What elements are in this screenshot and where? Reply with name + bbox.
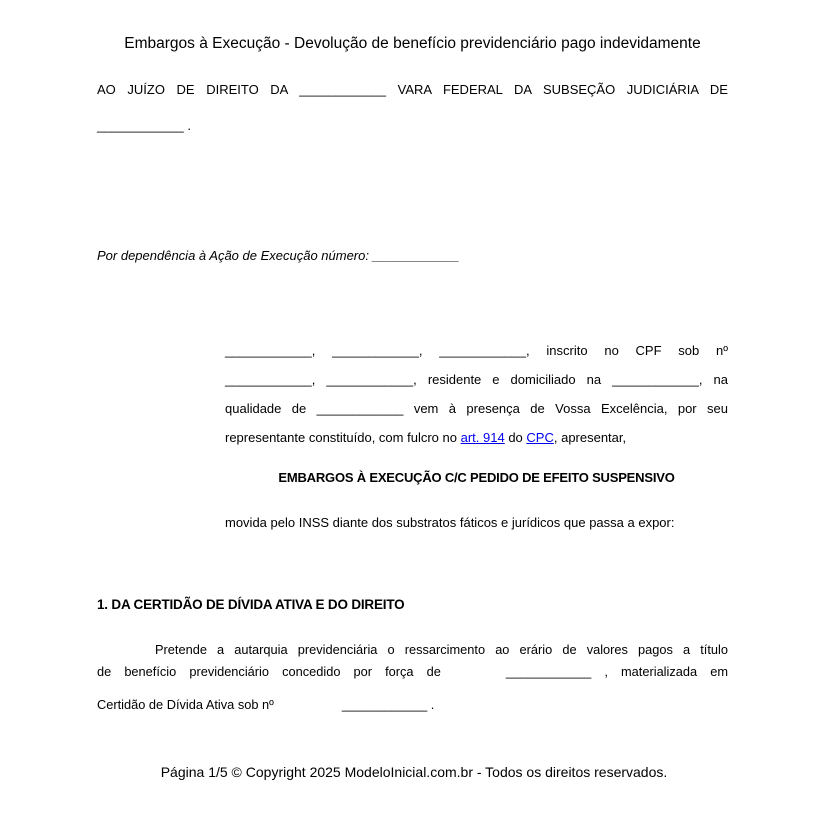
section-1-text-period: . [430,697,435,712]
section-1-text-materializada: , materializada em [604,664,728,679]
dependency-label: Por dependência à Ação de Execução número: [97,248,369,263]
section-1-paragraph [97,639,728,683]
blank-field-endereco[interactable]: ____________ [612,372,699,387]
qualification-line-3 [225,394,728,423]
section-1-line-3 [97,695,728,715]
blank-field-estado-civil[interactable]: ____________ [439,343,527,358]
section-1-heading: 1. DA CERTIDÃO DE DÍVIDA ATIVA E DO DIREITO [97,597,405,612]
blank-field-cda-numero[interactable]: ____________ [341,697,428,712]
text-fragment: , [311,343,316,358]
blank-field-nacionalidade[interactable]: ____________ [332,343,419,358]
qualification-paragraph [225,336,728,452]
text-fragment: , [526,343,530,358]
blank-field-rg[interactable]: ____________ [326,372,414,387]
blank-field-cpf[interactable]: ____________ [225,372,312,387]
qualification-text-qualidade: qualidade de [225,401,307,416]
qualification-text-presenca: vem à presença de Vossa Excelência, por seu [413,401,728,416]
addressee-period: . [187,118,192,133]
document-title: Embargos à Execução - Devolução de benefício previdenciário pago indevidamente [124,35,701,52]
qualification-text-do: do [508,430,523,445]
text-fragment: , [698,372,703,387]
addressee-paragraph [97,72,728,144]
addressee-line-1 [97,72,728,108]
addressee-line-2 [97,108,728,144]
qualification-text-cpf: inscrito no CPF sob nº [546,343,728,358]
addressee-text-2: VARA FEDERAL DA SUBSEÇÃO JUDICIÁRIA DE [397,82,728,97]
blank-field-nome[interactable]: ____________ [225,343,312,358]
qualification-line-1 [225,336,728,365]
qualification-line-2 [225,365,728,394]
section-1-text-forca: de benefício previdenciário concedido por força de [97,664,441,679]
section-1-line-2 [97,661,728,683]
qualification-text-residente: residente e domiciliado na [427,372,602,387]
text-fragment: , [311,372,316,387]
link-art-914[interactable]: art. 914 [460,430,505,445]
blank-field-beneficio[interactable]: ____________ [505,664,592,679]
movida-line: movida pelo INSS diante dos substratos fáticos e jurídicos que passa a expor: [225,515,675,530]
link-cpc[interactable]: CPC [526,430,554,445]
blank-field-acao-numero[interactable]: ____________ [372,248,460,263]
section-1-line-1: Pretende a autarquia previdenciária o ressarcimento ao erário de valores pagos a título [155,642,728,657]
text-fragment: , [418,343,423,358]
qualification-text-fulcro: representante constituído, com fulcro no [225,430,457,445]
dependency-line [97,246,728,266]
section-1-text-certidao: Certidão de Dívida Ativa sob nº [97,697,274,712]
qualification-text-apresentar: , apresentar, [553,430,627,445]
text-fragment: , [413,372,417,387]
blank-field-comarca[interactable]: ____________ [97,118,184,133]
qualification-line-4 [225,423,728,452]
blank-field-vara[interactable]: ____________ [299,82,387,97]
embargos-heading: EMBARGOS À EXECUÇÃO C/C PEDIDO DE EFEITO SUSPENSIVO [278,470,675,485]
addressee-text-1: AO JUÍZO DE DIREITO DA [97,82,288,97]
qualification-text-na: na [713,372,728,387]
footer-text: Página 1/5 © Copyright 2025 ModeloInicial.com.br - Todos os direitos reservados. [160,764,668,780]
blank-field-qualidade[interactable]: ____________ [316,401,404,416]
